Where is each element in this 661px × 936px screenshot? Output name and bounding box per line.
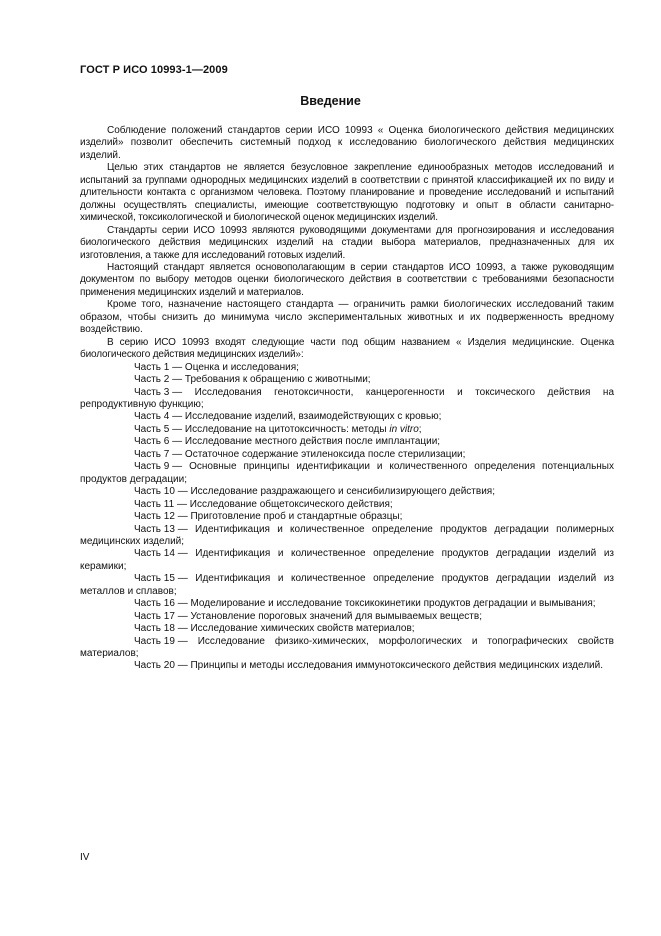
part-label: Часть 14 — [134, 548, 188, 560]
list-item-part-15 [80, 573, 614, 598]
part-label: Часть 17 — [134, 610, 188, 622]
part-text: Установление пороговых значений для вымываемых веществ; [190, 610, 482, 622]
part-label: Часть 2 — [134, 374, 183, 386]
part-text: Идентификация и количественное определение продуктов деградации полимерных медицинских изделий; [80, 523, 614, 547]
part-label: Часть 4 — [134, 411, 183, 423]
list-item-part-17 [80, 611, 614, 623]
list-item-part-14 [80, 548, 614, 573]
part-text: Требования к обращению с животными; [184, 374, 371, 386]
part-text: Исследования генотоксичности, канцерогенности и токсического действия на репродуктивную функцию; [80, 386, 615, 410]
list-item-part-13 [80, 524, 614, 549]
list-item-part-3 [80, 387, 614, 412]
paragraph: Целью этих стандартов не является безусловное закрепление единообразных методов исследований и испытаний за группами однородных медицинских изделий в соответствии с принятой классификацией их по виду и длительности контакта с организмом человека. Поэтому планирование и проведение исследований и испытаний должны осуществлять специалисты, имеющие соответствующую подготовку и опыт в области санитарно-химической, токсикологической и биологической оценок медицинских изделий. [80, 162, 614, 224]
part-label: Часть 19 — [134, 635, 188, 647]
part-label: Часть 11 — [134, 498, 187, 510]
list-item-part-11 [80, 499, 614, 511]
part-text: Идентификация и количественное определение продуктов деградации изделий из металлов и сплавов; [80, 573, 615, 597]
list-item-part-19 [80, 636, 614, 661]
paragraph: Стандарты серии ИСО 10993 являются руководящими документами для прогнозирования и исследования биологического действия медицинских изделий на стадии выбора материалов, предназначенных для их изготовления, а также для исследований готовых изделий. [80, 224, 614, 261]
part-label: Часть 13 — [134, 523, 188, 535]
part-text: Исследование физико-химических, морфологических и топографических свойств материалов; [80, 635, 614, 660]
part-text: Исследование местного действия после имплантации; [184, 436, 441, 448]
part-label: Часть 10 — [134, 486, 188, 498]
part-text: Остаточное содержание этиленоксида после стерилизации; [184, 448, 466, 460]
part-text: Идентификация и количественное определение продуктов деградации изделий из керамики; [80, 548, 615, 572]
list-item-part-5 [80, 424, 614, 436]
part-text: Моделирование и исследование токсикокинетики продуктов деградации и вымывания; [190, 598, 596, 610]
part-label: Часть 12 — [134, 511, 188, 523]
list-item-part-6 [80, 436, 614, 448]
paragraph: Соблюдение положений стандартов серии ИСО 10993 « Оценка биологического действия медицинских изделий» позволит обеспечить системный подход к исследованию биологического действия медицинских изделий. [80, 125, 614, 161]
part-text: Оценка и исследования; [184, 361, 299, 373]
part-text: Основные принципы идентификации и количественного определения потенциальных продуктов деградации; [80, 461, 614, 485]
document-code-header: ГОСТ Р ИСО 10993-1—2009 [80, 64, 228, 76]
list-item-part-2 [80, 374, 614, 386]
list-item-part-7 [80, 449, 614, 461]
part-label: Часть 6 — [134, 436, 183, 448]
part-label: Часть 3 — [134, 386, 183, 398]
part-text: Принципы и методы исследования иммунотоксического действия медицинских изделий. [190, 660, 604, 672]
part-text: Приготовление проб и стандартные образцы; [190, 511, 403, 523]
list-item-part-12 [80, 511, 614, 523]
part-label: Часть 5 — [134, 423, 183, 435]
part-label: Часть 15 — [134, 573, 188, 585]
part-label: Часть 20 — [134, 660, 188, 672]
part-label: Часть 18 — [134, 623, 188, 635]
list-item-part-16 [80, 598, 614, 610]
part-label: Часть 7 — [134, 448, 183, 460]
list-item-part-9 [80, 461, 614, 486]
part-text-italic: in vitro [389, 423, 419, 435]
page-number: IV [80, 852, 90, 863]
main-text [80, 125, 614, 673]
paragraph: Настоящий стандарт является основополагающим в серии стандартов ИСО 10993, а также руководящим документом по выбору методов оценки биологического действия в соответствии с требованиями безопасности применения медицинских изделий и материалов. [80, 261, 614, 298]
list-item-part-4 [80, 411, 614, 423]
section-title: Введение [300, 94, 361, 108]
part-text-end: ; [418, 423, 422, 435]
part-text: Исследование на цитотоксичность: методы [184, 423, 387, 435]
part-text: Исследование раздражающего и сенсибилизирующего действия; [190, 486, 495, 498]
part-label: Часть 16 — [134, 598, 188, 610]
part-label: Часть 9 — [134, 461, 183, 473]
list-item-part-18 [80, 623, 614, 635]
part-text: Исследование общетоксического действия; [189, 498, 393, 510]
part-label: Часть 1 — [134, 361, 183, 373]
paragraph: Кроме того, назначение настоящего стандарта — ограничить рамки биологических исследований таким образом, чтобы снизить до минимума число экспериментальных животных и их подверженность вредному воздействию. [80, 299, 614, 336]
paragraph: В серию ИСО 10993 входят следующие части под общим названием « Изделия медицинские. Оценка биологического действия медицинских изделий»: [80, 336, 614, 361]
list-item-part-20 [80, 660, 614, 672]
part-text: Исследование изделий, взаимодействующих с кровью; [184, 411, 442, 423]
list-item-part-10 [80, 486, 614, 498]
part-text: Исследование химических свойств материалов; [190, 623, 415, 635]
list-item-part-1 [80, 362, 614, 374]
